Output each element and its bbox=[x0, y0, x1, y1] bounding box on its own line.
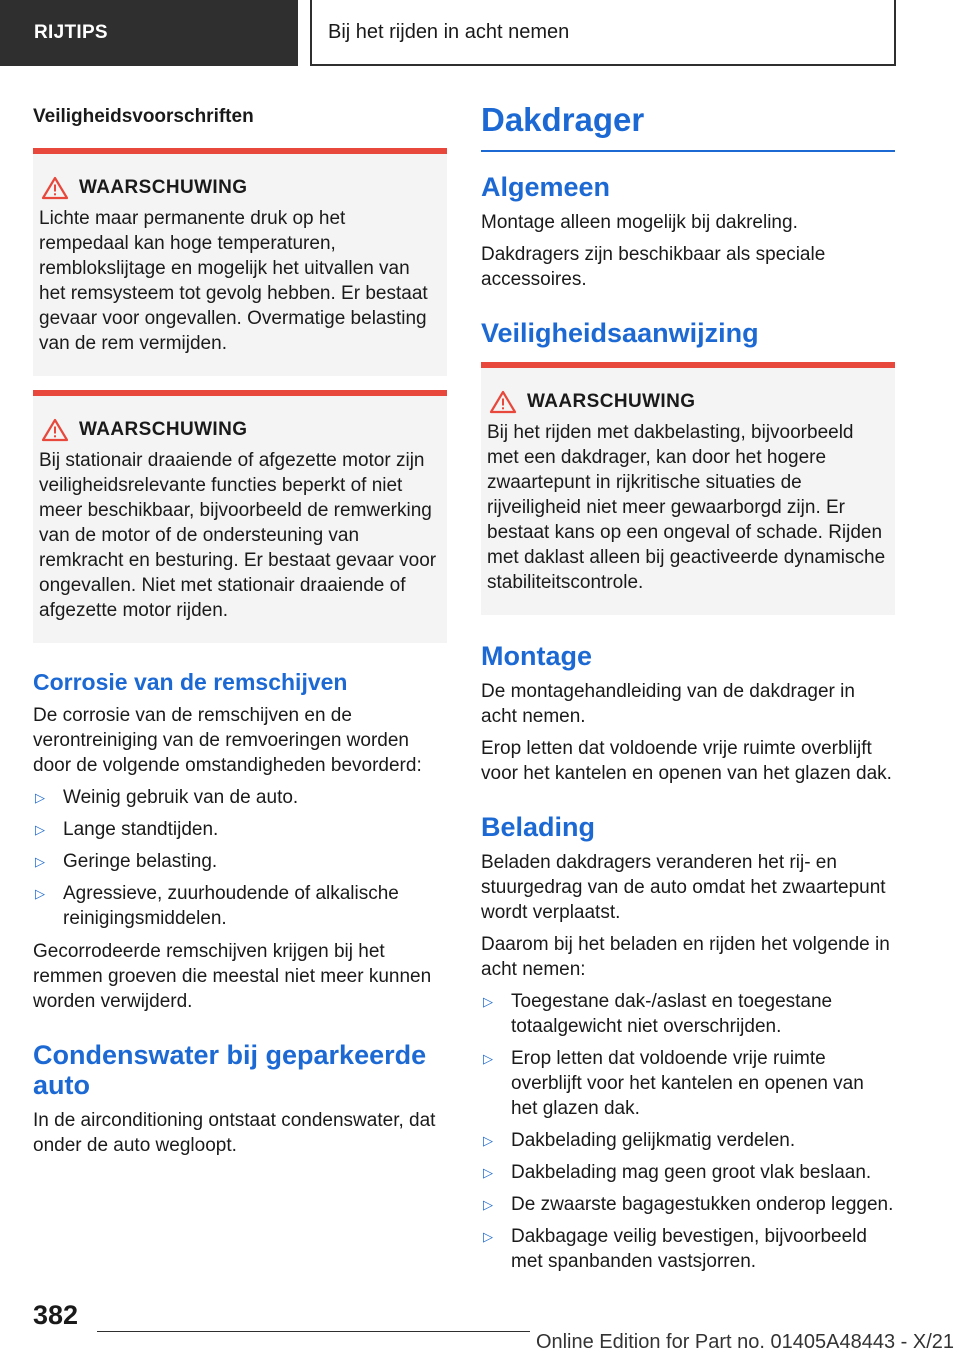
belading-list bbox=[481, 989, 895, 1274]
warning-title bbox=[487, 390, 887, 414]
warning-triangle-icon bbox=[41, 176, 69, 200]
list-item: ▷ Dakbelading mag geen groot vlak beslaan. bbox=[483, 1162, 872, 1183]
triangle-right-outline-icon: ▷ bbox=[35, 822, 45, 837]
list-item: ▷ Weinig gebruik van de auto. bbox=[35, 787, 299, 808]
corrosion-outro: Gecorrodeerde remschijven krijgen bij het remmen groeven die meestal niet meer kunnen worden verwijderd. bbox=[33, 941, 432, 1012]
right-column bbox=[481, 100, 895, 1282]
list-item: ▷ Lange standtijden. bbox=[35, 819, 219, 840]
montage-p1: De montagehandleiding van de dakdrager in acht nemen. bbox=[481, 681, 855, 727]
general-p2: Dakdragers zijn beschikbaar als speciale accessoires. bbox=[481, 244, 826, 290]
safety-subheading: Veiligheidsvoorschriften bbox=[33, 106, 254, 127]
triangle-right-outline-icon: ▷ bbox=[483, 1197, 493, 1212]
warning-title-text: WAARSCHUWING bbox=[79, 177, 248, 198]
triangle-right-outline-icon: ▷ bbox=[483, 994, 493, 1009]
belading-heading: Belading bbox=[481, 812, 596, 842]
triangle-right-outline-icon: ▷ bbox=[483, 1051, 493, 1066]
warning-box-roof-load bbox=[481, 362, 895, 615]
chapter-title: Bij het rijden in acht nemen bbox=[310, 0, 896, 66]
corrosion-heading: Corrosie van de remschijven bbox=[33, 669, 348, 695]
page-header bbox=[0, 0, 960, 66]
montage-heading: Montage bbox=[481, 641, 592, 671]
triangle-right-outline-icon: ▷ bbox=[35, 854, 45, 869]
triangle-right-outline-icon: ▷ bbox=[35, 886, 45, 901]
list-item: ▷ Erop letten dat voldoende vrije ruimte overblijft voor het kantelen en openen van het glazen dak. bbox=[483, 1048, 864, 1119]
warning-title bbox=[39, 176, 439, 200]
page-number: 382 bbox=[33, 1300, 79, 1330]
general-heading: Algemeen bbox=[481, 172, 611, 202]
condens-text: In de airconditioning ontstaat condenswater, dat onder de auto wegloopt. bbox=[33, 1110, 436, 1156]
warning-title-text: WAARSCHUWING bbox=[527, 391, 696, 412]
warning-box-idle-engine bbox=[33, 390, 447, 643]
warning-text: Bij stationair draaiende of afgezette motor zijn veiligheidsrelevante functies beperkt of niet meer beschikbaar, bijvoorbeeld de remwerking van de motor of de ondersteuning van remkracht en besturing. Er bestaat gevaar voor ongevallen. Niet met stationair draaiende of afgezette motor rijden. bbox=[39, 450, 437, 621]
triangle-right-outline-icon: ▷ bbox=[35, 790, 45, 805]
triangle-right-outline-icon: ▷ bbox=[483, 1133, 493, 1148]
belading-p2: Daarom bij het beladen en rijden het volgende in acht nemen: bbox=[481, 934, 890, 980]
list-item: ▷ Toegestane dak-/aslast en toegestane totaalgewicht niet overschrijden. bbox=[483, 991, 833, 1037]
left-column bbox=[33, 100, 447, 1165]
corrosion-list bbox=[33, 785, 447, 931]
warning-text: Lichte maar permanente druk op het rempedaal kan hoge temperaturen, remblokslijtage en mogelijk het uitvallen van het remsysteem tot gevolg hebben. Er bestaat gevaar voor ongevallen. Overmatige belasting van de rem vermijden. bbox=[39, 208, 428, 354]
list-item: ▷ Agressieve, zuurhoudende of alkalische reinigingsmiddelen. bbox=[35, 883, 399, 929]
triangle-right-outline-icon: ▷ bbox=[483, 1229, 493, 1244]
warning-triangle-icon bbox=[489, 390, 517, 414]
safety-heading: Veiligheidsaanwijzing bbox=[481, 318, 759, 348]
warning-title-text: WAARSCHUWING bbox=[79, 419, 248, 440]
warning-title bbox=[39, 418, 439, 442]
footer-edition: Online Edition for Part no. 01405A48443 - X/21 bbox=[530, 1331, 960, 1354]
warning-text: Bij het rijden met dakbelasting, bijvoorbeeld met een dakdrager, kan door het hogere zwaartepunt in rijkritische situaties de rijveiligheid niet meer gewaarborgd zijn. Er bestaat kans op een ongeval of schade. Rijden met daklast alleen bij geactiveerde dynamische stabiliteitscontrole. bbox=[487, 422, 886, 593]
list-item: ▷ Dakbelading gelijkmatig verdelen. bbox=[483, 1130, 796, 1151]
list-item: ▷ De zwaarste bagagestukken onderop leggen. bbox=[483, 1194, 894, 1215]
triangle-right-outline-icon: ▷ bbox=[483, 1165, 493, 1180]
page-title: Dakdrager bbox=[481, 100, 895, 152]
general-p1: Montage alleen mogelijk bij dakreling. bbox=[481, 212, 798, 233]
warning-box-brake-pressure bbox=[33, 148, 447, 376]
section-tab[interactable]: RIJTIPS bbox=[0, 0, 298, 66]
list-item: ▷ Dakbagage veilig bevestigen, bijvoorbeeld met spanbanden vastsjorren. bbox=[483, 1226, 867, 1272]
warning-triangle-icon bbox=[41, 418, 69, 442]
belading-p1: Beladen dakdragers veranderen het rij- en stuurgedrag van de auto omdat het zwaartepunt wordt verplaatst. bbox=[481, 852, 886, 923]
corrosion-intro: De corrosie van de remschijven en de verontreiniging van de remvoeringen worden door de volgende omstandigheden bevorderd: bbox=[33, 705, 422, 776]
list-item: ▷ Geringe belasting. bbox=[35, 851, 218, 872]
condens-heading: Condenswater bij geparkeerde auto bbox=[33, 1040, 427, 1100]
montage-p2: Erop letten dat voldoende vrije ruimte overblijft voor het kantelen en openen van het glazen dak. bbox=[481, 738, 892, 784]
